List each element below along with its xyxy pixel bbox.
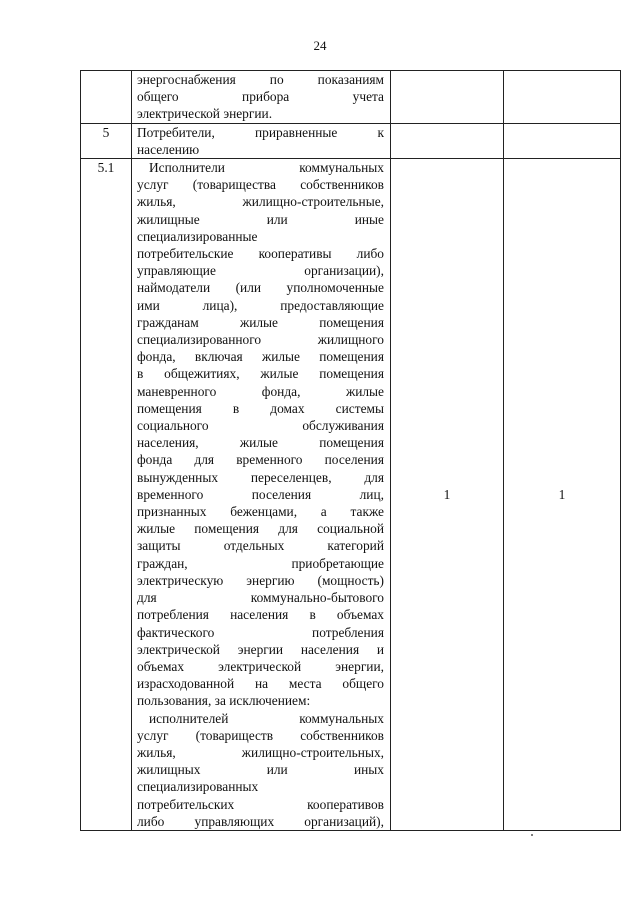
text-line: признанных беженцами, а также (137, 504, 384, 520)
text-line: Потребители, приравненные к (137, 124, 384, 140)
text-line: фактического потребления (137, 624, 384, 640)
text-line: населения, жилые помещения (137, 435, 384, 451)
row-description (132, 123, 391, 158)
text-line: жилищных или иных (137, 762, 384, 778)
text-line: наймодатели (или уполномоченные (137, 280, 384, 296)
text-line: электрическую энергию (мощность) (137, 572, 384, 588)
text-line: пользования, за исключением: (137, 693, 311, 709)
row-description (132, 71, 391, 124)
text-line: жилые помещения для социальной (137, 521, 384, 537)
tariff-table (80, 70, 621, 831)
text-line: израсходованной на места общего (137, 676, 384, 692)
row-number: 5 (81, 123, 132, 158)
text-line: потребительских кооперативов (137, 796, 384, 812)
table-row (81, 123, 621, 158)
table-row (81, 71, 621, 124)
value-cell-1 (391, 71, 504, 124)
text-line: фонда для временного поселения (137, 452, 384, 468)
text-line: специализированные (137, 228, 258, 244)
text-line: потребительские кооперативы либо (137, 246, 384, 262)
row-number: 5.1 (81, 159, 132, 831)
text-line: электрической энергии населения и (137, 641, 384, 657)
text-line: в общежитиях, жилые помещения (137, 366, 384, 382)
row-description (132, 159, 391, 831)
text-line: управляющие организации), (137, 263, 384, 279)
page-number: 24 (313, 38, 327, 53)
text-line: либо управляющих организаций), (137, 813, 384, 829)
text-line: электрической энергии. (137, 106, 273, 122)
text-line: энергоснабжения по показаниям (137, 72, 384, 87)
text-line: защиты отдельных категорий (137, 538, 384, 554)
value-cell-1: 1 (391, 159, 504, 831)
value-cell-2: 1 (504, 159, 621, 831)
text-line: ими лица), предоставляющие (137, 297, 384, 313)
text-line: маневренного фонда, жилые (137, 383, 384, 399)
text-line: временного поселения лиц, (137, 486, 384, 502)
text-line: Исполнители коммунальных (149, 160, 384, 176)
text-line: потребления населения в объемах (137, 607, 384, 623)
text-line: социального обслуживания (137, 418, 384, 434)
text-line: гражданам жилые помещения (137, 314, 384, 330)
text-line: населению (137, 141, 200, 157)
value-cell-2 (504, 123, 621, 158)
text-line: жилья, жилищно-строительные, (137, 194, 384, 210)
text-line: жилья, жилищно-строительных, (137, 744, 384, 760)
value-cell-1 (391, 123, 504, 158)
row-number (81, 71, 132, 124)
text-line: вынужденных переселенцев, для (137, 469, 384, 485)
text-line: для коммунально-бытового (137, 590, 384, 606)
text-line: специализированных (137, 779, 259, 795)
text-line: фонда, включая жилые помещения (137, 349, 384, 365)
text-line: объемах электрической энергии, (137, 658, 384, 674)
text-line: специализированного жилищного (137, 332, 384, 348)
scan-speck (531, 834, 533, 836)
text-line: жилищные или иные (137, 211, 384, 227)
table-row (81, 159, 621, 831)
text-line: граждан, приобретающие (137, 555, 384, 571)
text-line: исполнителей коммунальных (149, 710, 384, 726)
text-line: общего прибора учета (137, 89, 384, 105)
text-line: услуг (товариществ собственников (137, 727, 384, 743)
value-cell-2 (504, 71, 621, 124)
text-line: помещения в домах системы (137, 400, 384, 416)
text-line: услуг (товарищества собственников (137, 177, 384, 193)
